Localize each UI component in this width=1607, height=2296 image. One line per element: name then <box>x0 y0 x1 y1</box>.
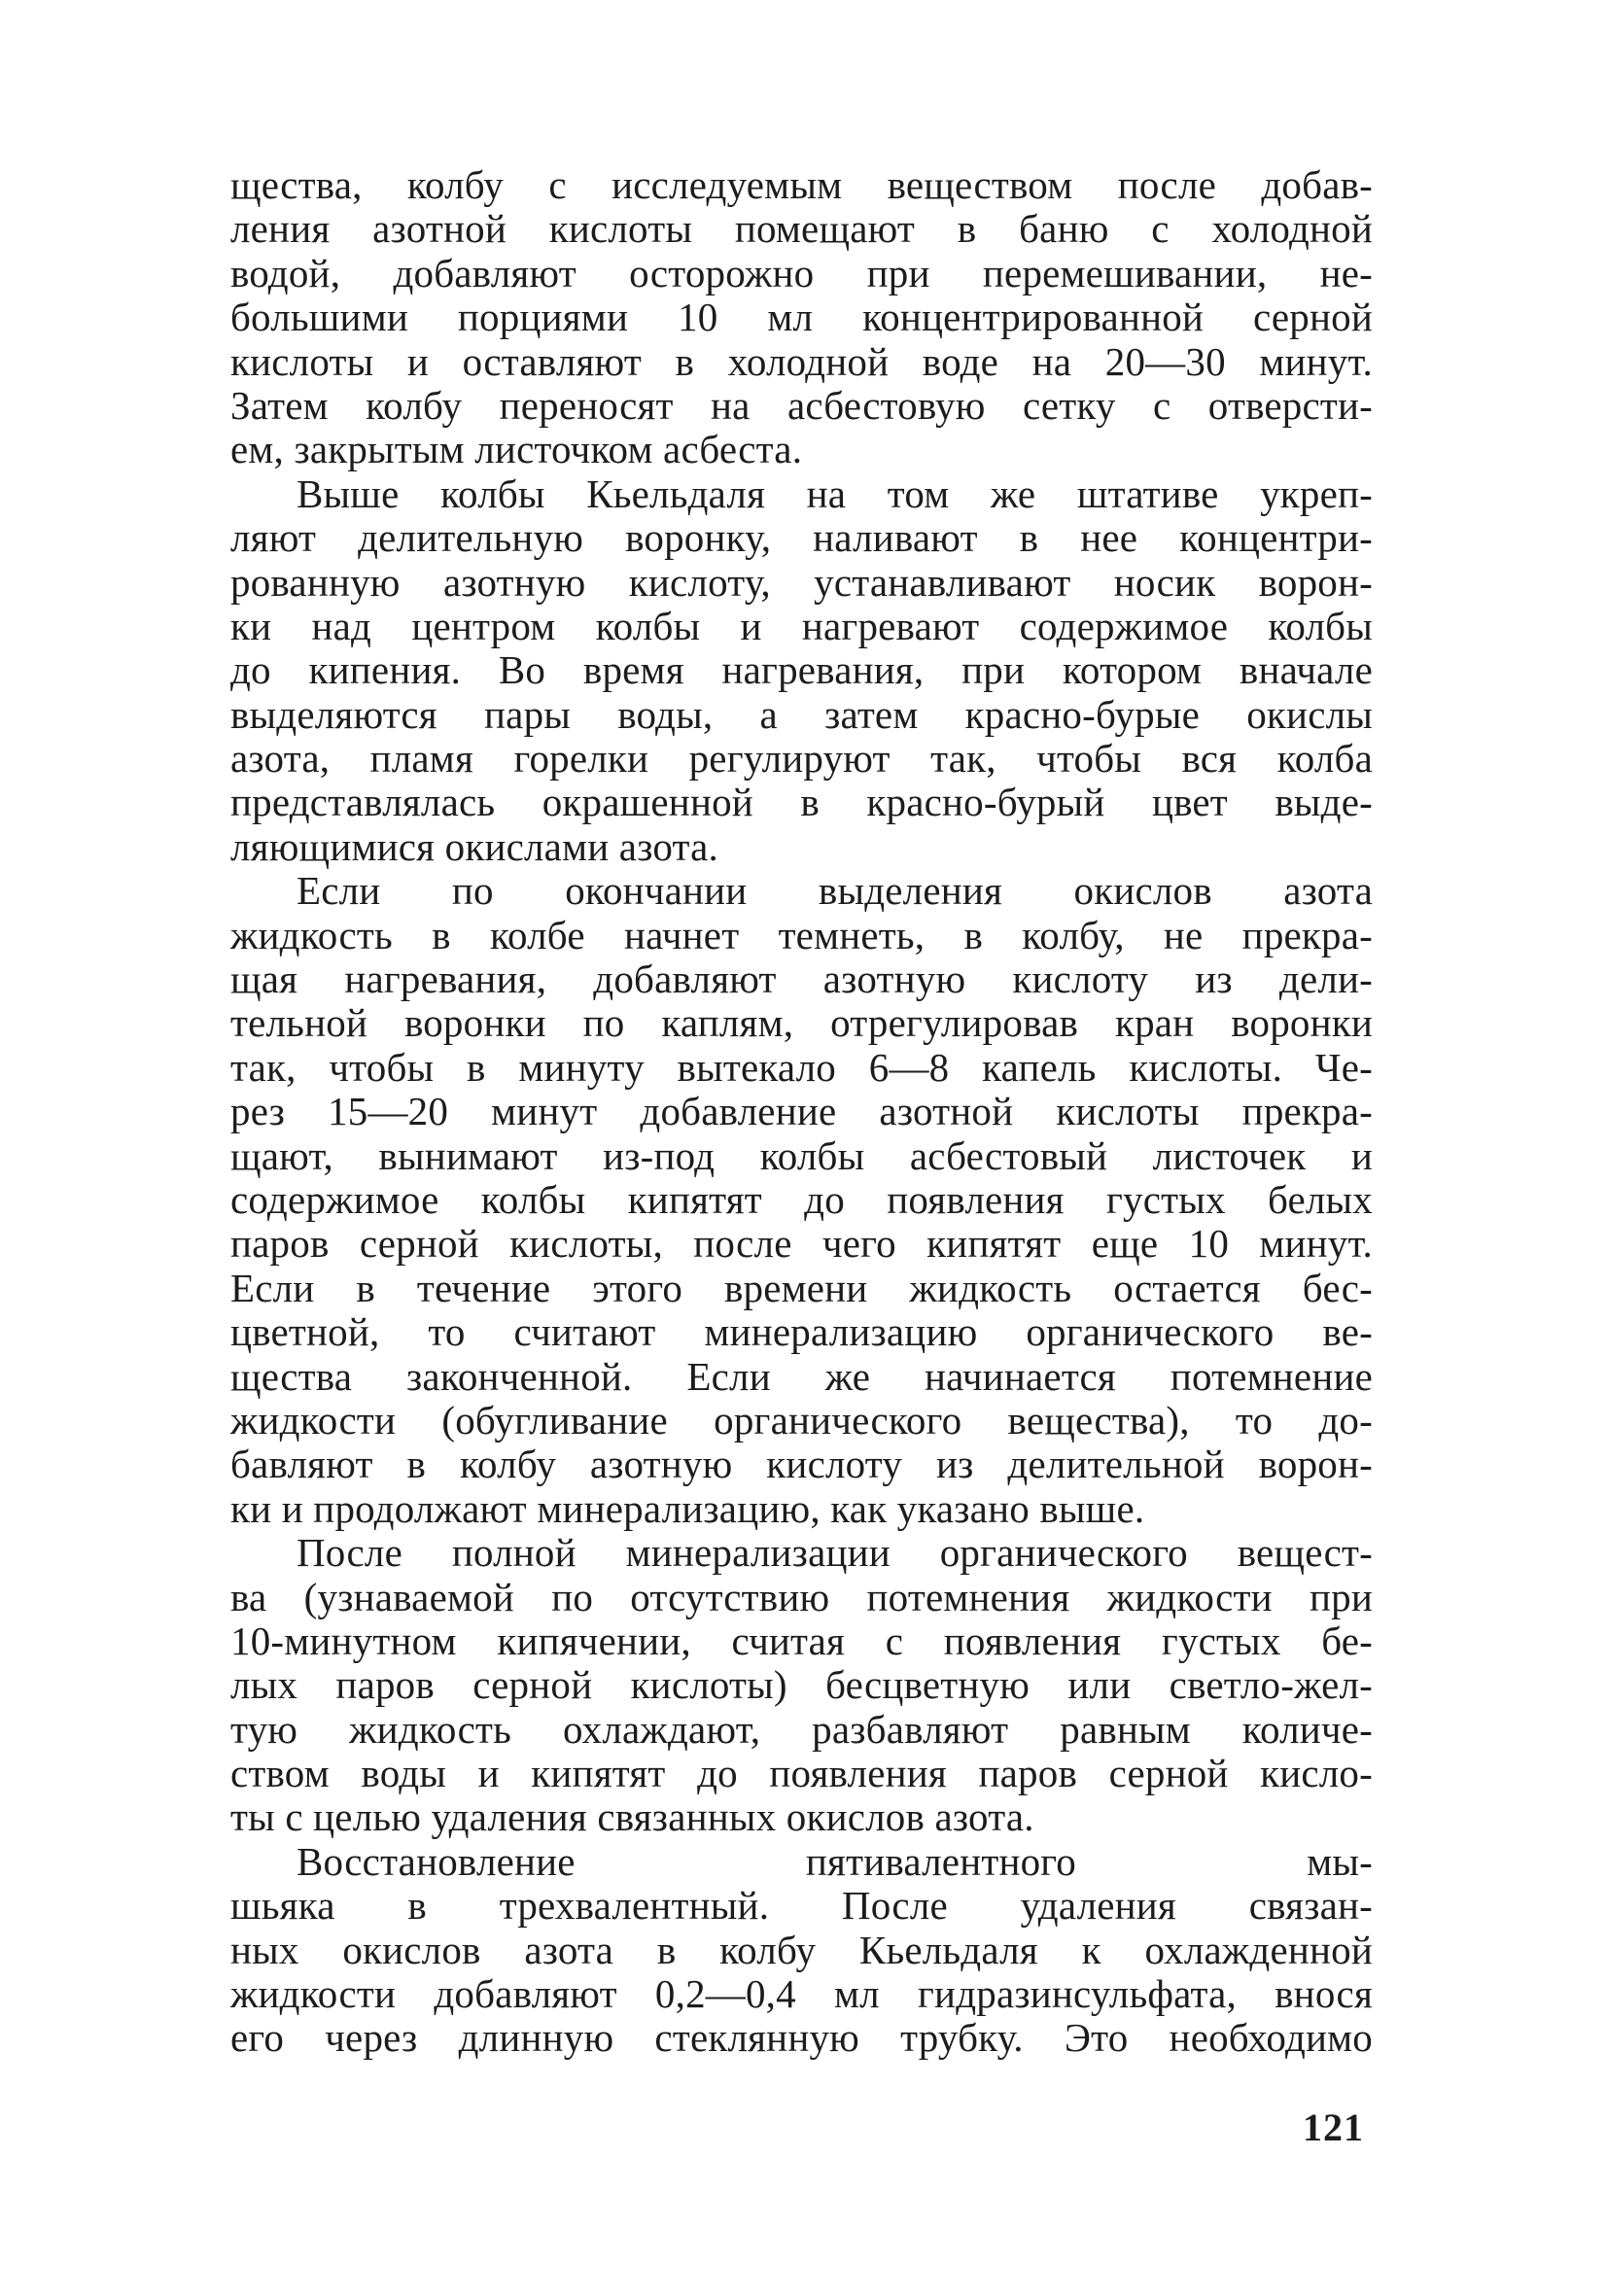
body-text <box>230 163 1373 2061</box>
text-line: жидкости добавляют 0,2—0,4 мл гидразинсульфата, внося <box>230 1971 1373 2017</box>
text-line: выделяются пары воды, а затем красно-бурые окислы <box>230 691 1373 737</box>
text-line: щества, колбу с исследуемым веществом после добав- <box>230 162 1373 207</box>
text-line: бавляют в колбу азотную кислоту из делительной ворон- <box>230 1442 1373 1487</box>
text-line: представлялась окрашенной в красно-бурый цвет выде- <box>230 780 1373 825</box>
text-line: ки над центром колбы и нагревают содержимое колбы <box>230 603 1373 648</box>
text-line: Если в течение этого времени жидкость остается бес- <box>230 1265 1373 1310</box>
text-line: Затем колбу переносят на асбестовую сетку с отверсти- <box>230 382 1373 428</box>
text-line: его через длинную стеклянную трубку. Это необходимо <box>230 2015 1373 2061</box>
text-line: ляют делительную воронку, наливают в нее концентри- <box>230 515 1373 561</box>
text-line: цветной, то считают минерализацию органического ве- <box>230 1309 1373 1355</box>
text-line: содержимое колбы кипятят до появления густых белых <box>230 1176 1373 1222</box>
text-line: азота, пламя горелки регулируют так, чтобы вся колба <box>230 736 1373 782</box>
text-line: ных окислов азота в колбу Кьельдаля к охлажденной <box>230 1927 1373 1972</box>
text-line: ством воды и кипятят до появления паров серной кисло- <box>230 1751 1373 1796</box>
text-line: Если по окончании выделения окислов азота <box>297 868 1373 914</box>
text-line: ления азотной кислоты помещают в баню с холодной <box>230 206 1373 252</box>
text-line: щества законченной. Если же начинается потемнение <box>230 1353 1373 1399</box>
text-line: водой, добавляют осторожно при перемешивании, не- <box>230 250 1373 296</box>
text-line: щая нагревания, добавляют азотную кислоту из дели- <box>230 957 1373 1002</box>
text-line: тую жидкость охлаждают, разбавляют равным количе- <box>230 1706 1373 1752</box>
text-line: ляющимися окислами азота. <box>230 823 718 869</box>
text-line: рез 15—20 минут добавление азотной кислоты прекра- <box>230 1089 1373 1134</box>
text-line: до кипения. Во время нагревания, при котором вначале <box>230 647 1373 693</box>
text-line: рованную азотную кислоту, устанавливают носик ворон- <box>230 559 1373 605</box>
text-line: тельной воронки по каплям, отрегулировав кран воронки <box>230 1000 1373 1046</box>
page-number: 121 <box>1303 2105 1364 2149</box>
text-line: лых паров серной кислоты) бесцветную или светло-жел- <box>230 1662 1373 1708</box>
text-line: щают, вынимают из-под колбы асбестовый листочек и <box>230 1132 1373 1178</box>
text-line: ки и продолжают минерализацию, как указано выше. <box>230 1485 1145 1531</box>
text-line: ва (узнаваемой по отсутствию потемнения жидкости при <box>230 1574 1373 1619</box>
text-line: Выше колбы Кьельдаля на том же штативе укреп- <box>297 470 1373 516</box>
text-line: ты с целью удаления связанных окислов азота. <box>230 1794 1034 1840</box>
text-line: паров серной кислоты, после чего кипятят еще 10 минут. <box>230 1221 1373 1267</box>
text-line: ем, закрытым листочком асбеста. <box>230 427 803 472</box>
text-line: После полной минерализации органического вещест- <box>297 1530 1373 1576</box>
text-line: жидкости (обугливание органического вещества), то до- <box>230 1397 1373 1443</box>
text-line: жидкость в колбе начнет темнеть, в колбу, не прекра- <box>230 912 1373 957</box>
text-line: большими порциями 10 мл концентрированной серной <box>230 295 1373 340</box>
text-line: так, чтобы в минуту вытекало 6—8 капель кислоты. Че- <box>230 1044 1373 1090</box>
text-line: шьяка в трехвалентный. После удаления связан- <box>230 1883 1373 1929</box>
text-line: кислоты и оставляют в холодной воде на 20—30 минут. <box>230 338 1373 384</box>
text-line: 10-минутном кипячении, считая с появления густых бе- <box>230 1618 1373 1663</box>
section-heading-line: Восстановление пятивалентного мы- <box>297 1838 1373 1884</box>
